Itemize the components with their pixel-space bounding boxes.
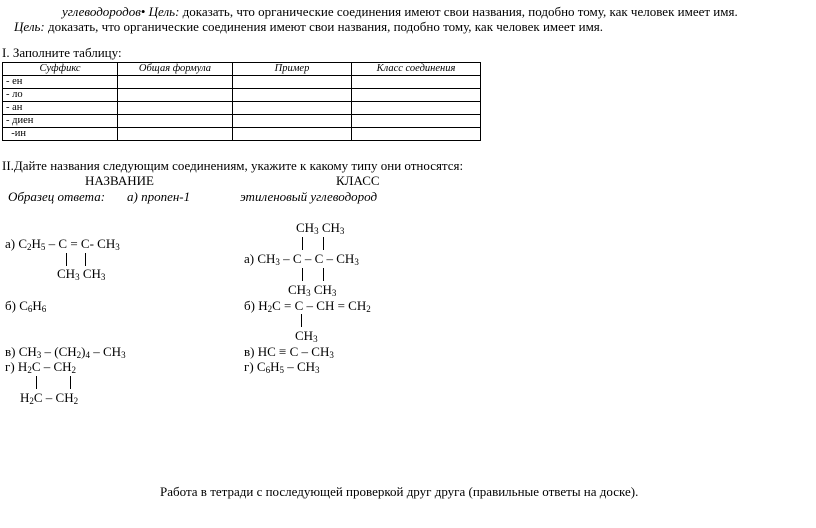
header-line-2 xyxy=(14,19,603,34)
formula-right-v: в) HC ≡ C – $CH_3$ xyxy=(244,344,334,360)
table-cell[interactable] xyxy=(233,89,352,102)
table-cell[interactable] xyxy=(233,115,352,128)
header-italic-prefix: углеводородов xyxy=(62,4,141,19)
formula-right-a-top: $CH_3$ $CH_3$ xyxy=(296,220,345,236)
sample-label: Образец ответа: xyxy=(8,189,106,204)
table-cell: - ан xyxy=(3,102,118,115)
bond-line xyxy=(85,253,86,266)
table-cell[interactable] xyxy=(352,128,481,141)
table-row xyxy=(3,89,481,102)
table-cell[interactable] xyxy=(118,102,233,115)
table-cell[interactable] xyxy=(352,89,481,102)
bond-line xyxy=(36,376,37,389)
formula-left-b: б) $C_6H_6$ xyxy=(5,298,47,314)
table-cell: - диен xyxy=(3,115,118,128)
table-cell[interactable] xyxy=(118,115,233,128)
bond-line xyxy=(323,237,324,250)
table-row xyxy=(3,102,481,115)
bullet: • xyxy=(140,4,146,19)
table-cell[interactable] xyxy=(352,102,481,115)
formula-right-a: а) $CH_3$ – C – C – $CH_3$ xyxy=(244,251,359,267)
table-row xyxy=(3,128,481,141)
table-cell[interactable] xyxy=(233,128,352,141)
footer-note: Работа в тетради с последующей проверкой друг друга (правильные ответы на доске). xyxy=(160,484,639,499)
column-class-heading: КЛАСС xyxy=(336,173,380,188)
task1-title: I. Заполните таблицу: xyxy=(2,45,122,60)
bond-line xyxy=(66,253,67,266)
column-header: Класс соединения xyxy=(352,63,481,76)
bond-line xyxy=(302,237,303,250)
formula-left-g: г) $H_2C - CH_2$ xyxy=(5,359,77,375)
table-cell: - ен xyxy=(3,76,118,89)
table-cell[interactable] xyxy=(352,76,481,89)
goal-label: Цель: xyxy=(148,4,180,19)
table-cell[interactable] xyxy=(233,102,352,115)
table-cell[interactable] xyxy=(118,128,233,141)
bond-line xyxy=(302,268,303,281)
table-row xyxy=(3,76,481,89)
column-name-heading: НАЗВАНИЕ xyxy=(85,173,154,188)
table-cell: - ло xyxy=(3,89,118,102)
bond-line xyxy=(323,268,324,281)
table-cell[interactable] xyxy=(233,76,352,89)
sample-name: а) пропен-1 xyxy=(127,189,191,204)
column-header: Пример xyxy=(233,63,352,76)
task2-title: II.Дайте названия следующим соединениям, укажите к какому типу они относятся: xyxy=(2,158,464,173)
formula-right-g: г) $C_6H_5 - CH_3$ xyxy=(244,359,320,375)
header-line-1 xyxy=(62,4,738,19)
suffix-table xyxy=(2,62,481,141)
formula-left-g-bottom: $H_2C - CH_2$ xyxy=(20,390,79,406)
bond-line xyxy=(301,314,302,327)
column-header: Общая формула xyxy=(118,63,233,76)
table-cell[interactable] xyxy=(118,76,233,89)
formula-left-a: а) $C_2H_5 - C = C-$ $CH_3$ xyxy=(5,236,120,252)
sample-class: этиленовый углеводород xyxy=(240,189,378,204)
goal-text: доказать, что органические соединения имеют свои названия, подобно тому, как человек имеет имя. xyxy=(48,19,604,34)
bond-line xyxy=(70,376,71,389)
formula-left-v: в) $CH_3 - (CH_2)_4 - CH_3$ xyxy=(5,344,126,360)
column-header: Суффикс xyxy=(3,63,118,76)
table-cell[interactable] xyxy=(118,89,233,102)
table-row xyxy=(3,115,481,128)
table-cell: -ин xyxy=(3,128,118,141)
goal-text: доказать, что органические соединения имеют свои названия, подобно тому, как человек имеет имя. xyxy=(182,4,738,19)
formula-right-b-bottom: $CH_3$ xyxy=(295,328,318,344)
formula-left-a-bottom: $CH_3$ $CH_3$ xyxy=(57,266,106,282)
table-cell[interactable] xyxy=(352,115,481,128)
table-header-row xyxy=(3,63,481,76)
formula-right-a-bottom: $CH_3$ $CH_3$ xyxy=(288,282,337,298)
goal-label: Цель: xyxy=(14,19,45,34)
formula-right-b: б) $H_2C = C$ – CH = $CH_2$ xyxy=(244,298,371,314)
